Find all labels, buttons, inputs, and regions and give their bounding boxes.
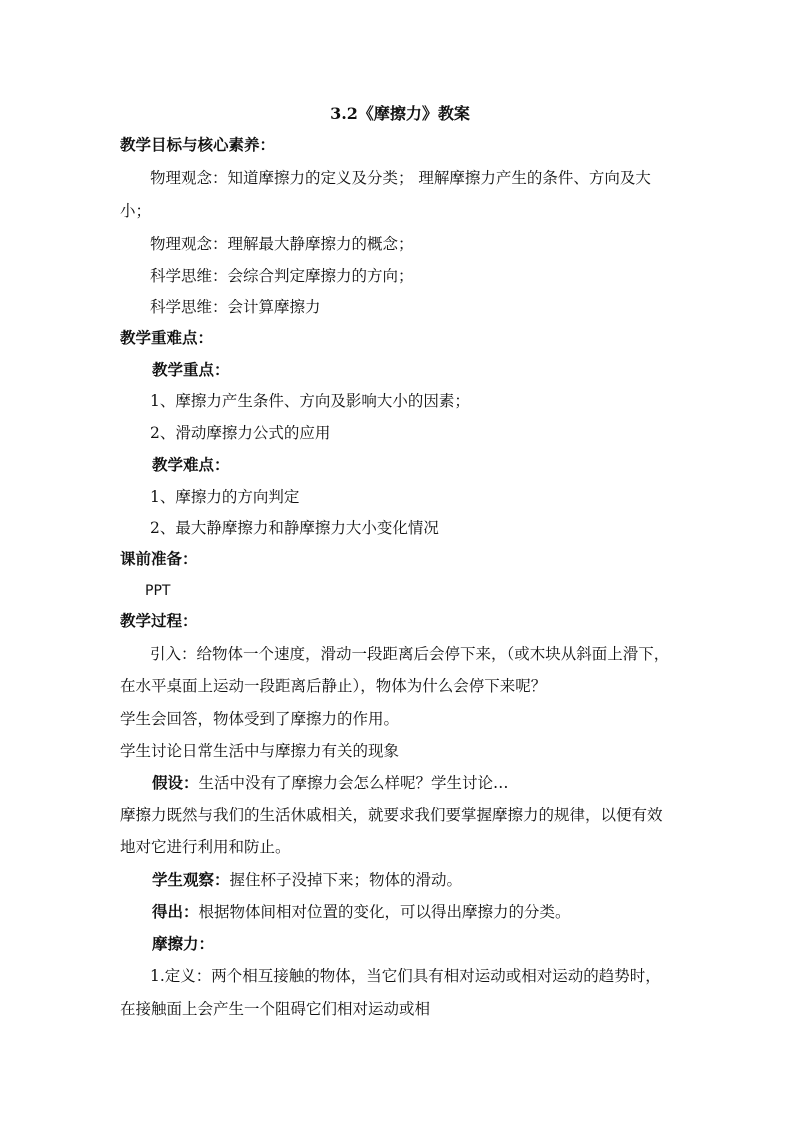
hypothesis-text: 生活中没有了摩擦力会怎么样呢？学生讨论… — [198, 774, 509, 792]
objective-line: 小； — [120, 202, 152, 220]
subheading-key-points: 教学重点： — [152, 360, 230, 379]
paragraph-line: 地对它进行利用和防止。 — [120, 838, 291, 856]
observation-line — [152, 865, 700, 895]
conclusion-line — [152, 897, 700, 927]
conclusion-text: 根据物体间相对位置的变化，可以得出摩擦力的分类。 — [198, 903, 571, 921]
definition-line-2: 在接触面上会产生一个阻碍它们相对运动或相 — [120, 1000, 431, 1018]
objective-line: 科学思维：会综合判定摩擦力的方向； — [150, 267, 414, 285]
difficult-point-item: 2、最大静摩擦力和静摩擦力大小变化情况 — [150, 519, 439, 537]
student-discussion: 学生讨论日常生活中与摩擦力有关的现象 — [120, 742, 400, 760]
subheading-difficult-points: 教学难点： — [152, 455, 230, 474]
section-heading-key-difficult: 教学重难点： — [120, 328, 214, 347]
page-title: 3.2《摩擦力》教案 — [330, 104, 470, 123]
hypothesis-line — [152, 768, 700, 798]
preparation-item: PPT — [145, 583, 171, 599]
objective-line: 物理观念：理解最大静摩擦力的概念； — [150, 235, 414, 253]
objective-line: 科学思维：会计算摩擦力 — [150, 298, 321, 316]
hypothesis-label: 假设： — [152, 773, 199, 792]
observation-text: 握住杯子没掉下来；物体的滑动。 — [229, 871, 463, 889]
process-intro-line-1: 引入：给物体一个速度，滑动一段距离后会停下来，（或木块从斜面上滑下， — [150, 645, 670, 663]
difficult-point-item: 1、摩擦力的方向判定 — [150, 488, 300, 506]
process-intro-line-2: 在水平桌面上运动一段距离后静止），物体为什么会停下来呢？ — [120, 677, 547, 695]
paragraph-line: 摩擦力既然与我们的生活休戚相关，就要求我们要掌握摩擦力的规律，以便有效 — [120, 806, 663, 824]
conclusion-label: 得出： — [152, 902, 199, 921]
section-heading-objectives: 教学目标与核心素养： — [120, 135, 276, 154]
key-point-item: 2、滑动摩擦力公式的应用 — [150, 424, 331, 442]
objective-line: 物理观念：知道摩擦力的定义及分类； 理解摩擦力产生的条件、方向及大 — [150, 169, 651, 187]
observation-label: 学生观察： — [152, 870, 230, 889]
section-heading-process: 教学过程： — [120, 611, 198, 630]
key-point-item: 1、摩擦力产生条件、方向及影响大小的因素； — [150, 392, 470, 410]
definition-line-1: 1.定义：两个相互接触的物体，当它们具有相对运动或相对运动的趋势时， — [150, 967, 661, 985]
friction-heading: 摩擦力： — [152, 934, 215, 953]
section-heading-preparation: 课前准备： — [120, 549, 198, 568]
student-answer: 学生会回答，物体受到了摩擦力的作用。 — [120, 710, 400, 728]
